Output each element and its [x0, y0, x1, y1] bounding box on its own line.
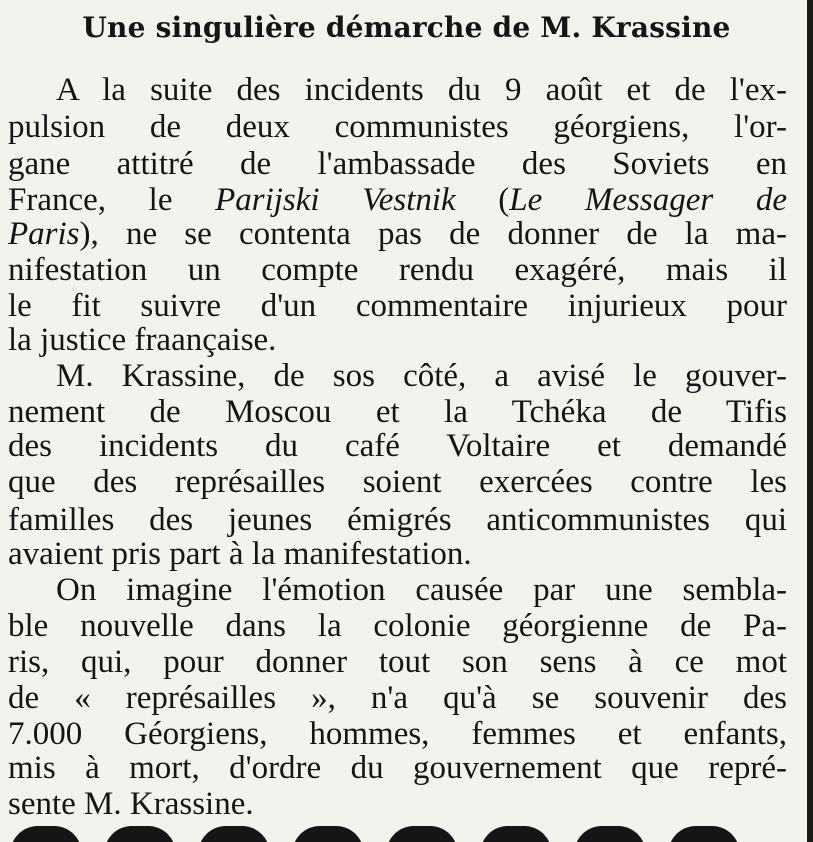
text-line-12: que des représailles soient exercées contre les	[8, 464, 787, 500]
text-line-6: nifestation un compte rendu exagéré, mais il	[8, 252, 787, 288]
text-line-4	[8, 182, 787, 218]
text-line-4-part-a: France, le	[8, 182, 216, 218]
text-line-1: A la suite des incidents du 9 août et de l'ex-	[56, 72, 787, 108]
text-line-16: ble nouvelle dans la colonie géorgienne de Pa-	[8, 608, 787, 644]
text-line-9: M. Krassine, de sos côté, a avisé le gouver-	[56, 358, 787, 394]
text-line-5-part-b: ), ne se contenta pas de donner de la ma-	[79, 216, 787, 252]
text-line-11: des incidents du café Voltaire et demandé	[8, 428, 787, 464]
text-line-5	[8, 216, 787, 252]
text-line-4-part-c: (	[455, 182, 510, 218]
text-line-20: mis à mort, d'ordre du gouvernement que repré-	[8, 750, 787, 786]
article-title: Une singulière démarche de M. Krassine	[82, 11, 731, 44]
text-line-7: le fit suivre d'un commentaire injurieux pour	[8, 288, 787, 324]
text-line-21: sente M. Krassine.	[8, 786, 254, 822]
text-line-15: On imagine l'émotion causée par une sembla-	[56, 572, 787, 608]
text-line-8: la justice fraançaise.	[8, 322, 277, 358]
text-line-13: familles des jeunes émigrés anticommunistes qui	[8, 502, 787, 538]
text-line-17: ris, qui, pour donner tout son sens à ce mot	[8, 644, 787, 680]
text-line-18: de « représailles », n'a qu'à se souvenir des	[8, 680, 787, 716]
text-line-19: 7.000 Géorgiens, hommes, femmes et enfants,	[8, 716, 787, 752]
text-line-2: pulsion de deux communistes géorgiens, l'or-	[8, 109, 787, 145]
newspaper-name: Parijski Vestnik	[215, 182, 456, 218]
column-rule	[807, 0, 813, 842]
text-line-14: avaient pris part à la manifestation.	[8, 536, 472, 572]
decorative-border	[10, 826, 800, 842]
newspaper-translation-end: Paris	[8, 216, 80, 252]
text-line-10: nement de Moscou et la Tchéka de Tifis	[8, 394, 787, 430]
text-line-3: gane attitré de l'ambassade des Soviets en	[8, 146, 787, 182]
newspaper-translation: Le Messager de	[509, 182, 787, 218]
